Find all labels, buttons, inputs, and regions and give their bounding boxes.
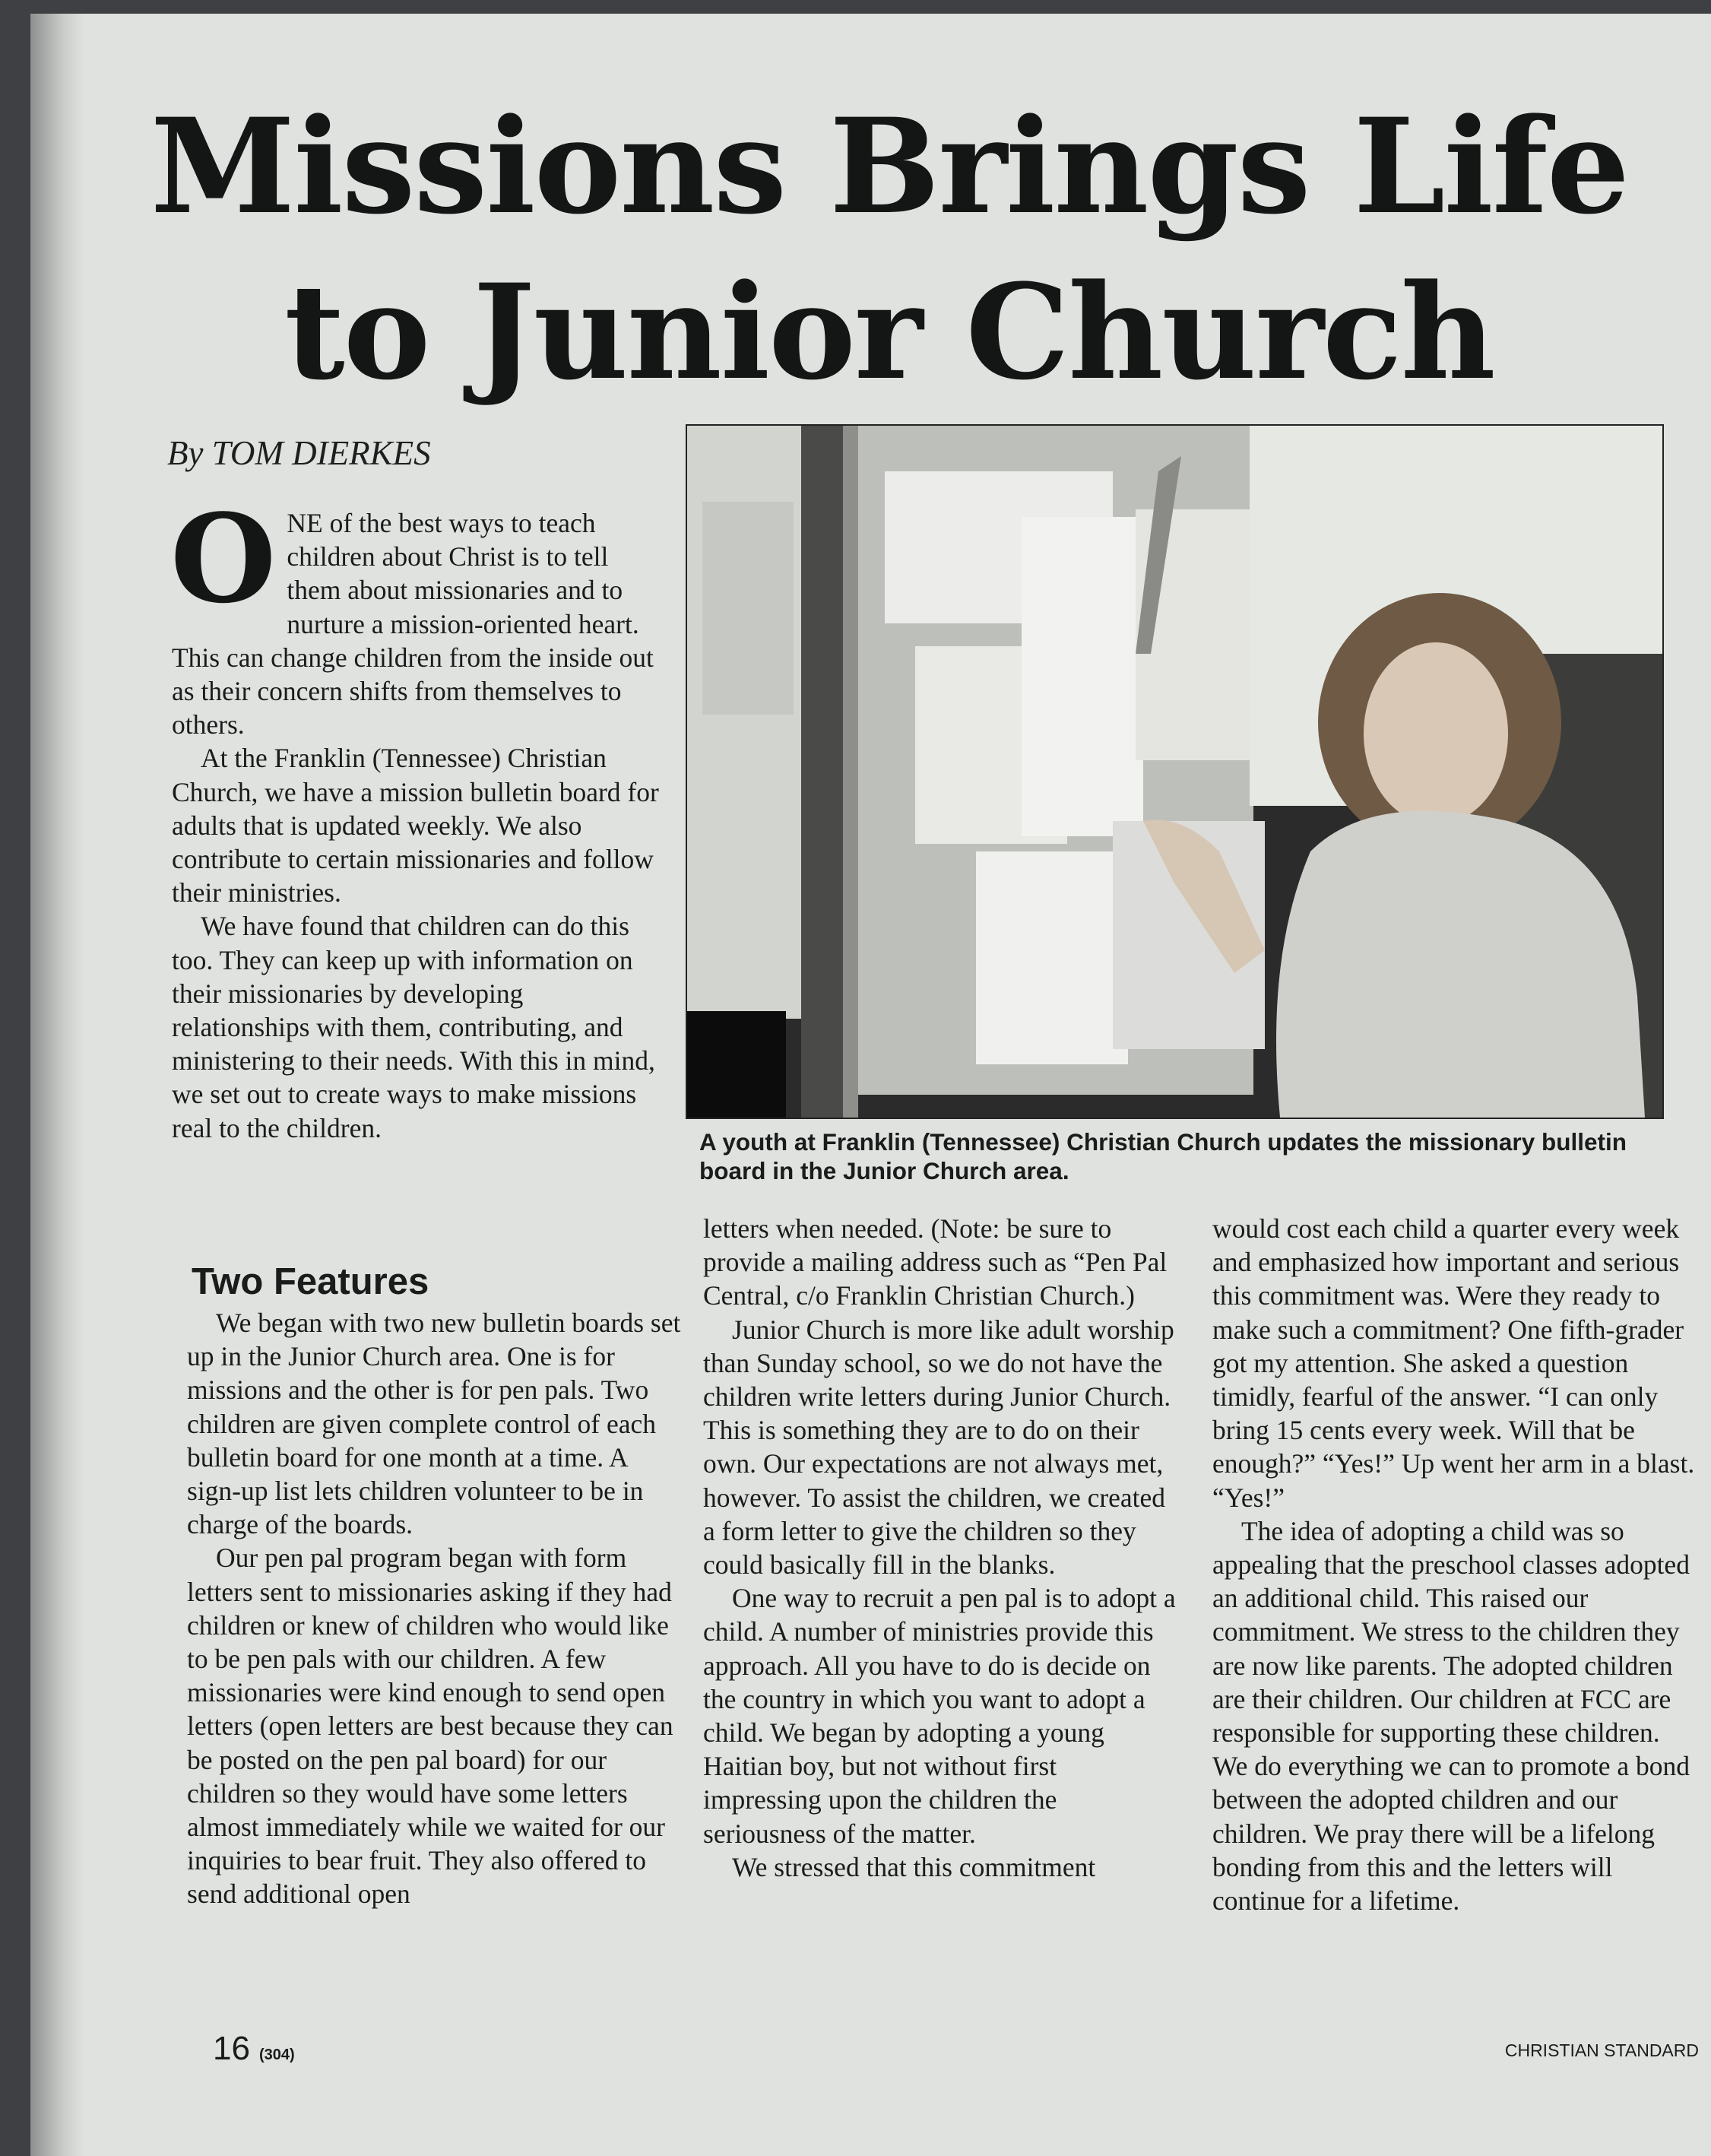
byline: By TOM DIERKES [167, 434, 431, 472]
photo-caption: A youth at Franklin (Tennessee) Christian Church updates the missionary bulletin board in the Junior Church area. [699, 1128, 1627, 1184]
article-photo [686, 424, 1664, 1119]
paragraph: We stressed that this commitment [732, 1851, 1096, 1882]
paragraph: would cost each child a quarter every week and emphasized how important and serious this commitment was. Were they ready to make such a commitment? One fifth-grader got my attention. She asked a question timidly, fearful of the answer. “I can only bring 15 cents every week. Will that be enough?” “Yes!” Up went her arm in a blast. “Yes!” [1212, 1213, 1695, 1513]
headline-line-1: Missions Brings Life [150, 89, 1629, 243]
paragraph: Junior Church is more like adult worship than Sunday school, so we do not have the children write letters during Junior Church. This is something they are to do on their own. Our expectations are not always met, however. To assist the children, we created a form letter to give the children so they could basically fill in the blanks. [703, 1314, 1174, 1581]
paragraph: We have found that children can do this too. They can keep up with information on their missionaries by developing relationships with them, contributing, and ministering to their needs. With this in mind, we set out to create ways to make missions real to the children. [172, 911, 655, 1143]
page-folio [213, 2030, 295, 2068]
intro-text: NE of the best ways to teach children about Christ is to tell them about missionaries and to nurture a mission-oriented heart. This can change children from the inside out as their concern shifts from themselves to others. [172, 508, 654, 740]
drop-cap: O [170, 487, 277, 630]
section-heading: Two Features [192, 1261, 429, 1302]
page-gutter-shadow [30, 14, 84, 2156]
paragraph: The idea of adopting a child was so appealing that the preschool classes adopted an additional child. This raised our commitment. We stress to the children they are now like parents. The adopted children are their children. Our children at FCC are responsible for supporting these children. We do everything we can to promote a bond between the adopted children and our children. We pray there will be a lifelong bonding from this and the letters will continue for a lifetime. [1212, 1515, 1690, 1917]
column-2 [703, 1212, 1178, 1884]
column-3 [1212, 1212, 1699, 1917]
publication-name: CHRISTIAN STANDARD [1504, 2040, 1699, 2060]
paragraph: One way to recruit a pen pal is to adopt a child. A number of ministries provide this approach. All you have to do is decide on the country in which you want to adopt a child. We began by adopting a young Haitian boy, but not without first impressing upon the children the seriousness of the matter. [703, 1583, 1176, 1849]
paragraph: At the Franklin (Tennessee) Christian Church, we have a mission bulletin board for adults that is updated weekly. We also contribute to certain missionaries and follow their ministries. [172, 743, 659, 908]
paragraph: Our pen pal program began with form letters sent to missionaries asking if they had children or knew of children who would like to be pen pals with our children. A few missionaries were kind enough to send open letters (open letters are best because they can be posted on the pen pal board) for our children so they would have some letters almost immediately while we waited for our inquiries to bear fruit. They also offered to send additional open [187, 1542, 673, 1910]
column-1 [170, 487, 667, 1145]
page-number: 16 [213, 2030, 250, 2067]
article-headline [144, 84, 1634, 415]
page-number-sub: (304) [258, 2047, 295, 2063]
paragraph: letters when needed. (Note: be sure to provide a mailing address such as “Pen Pal Central, c/o Franklin Christian Church.) [703, 1213, 1168, 1311]
paragraph: We began with two new bulletin boards set up in the Junior Church area. One is for missions and the other is for pen pals. Two children are given complete control of each bulletin board for one month at a time. A sign-up list lets children volunteer to be in charge of the boards. [187, 1308, 681, 1540]
column-1-lower [187, 1306, 683, 1911]
headline-line-2: to Junior Church [284, 255, 1494, 409]
magazine-page [30, 14, 1711, 2156]
photo-illustration [687, 426, 1662, 1118]
intro-paragraph [170, 487, 667, 741]
